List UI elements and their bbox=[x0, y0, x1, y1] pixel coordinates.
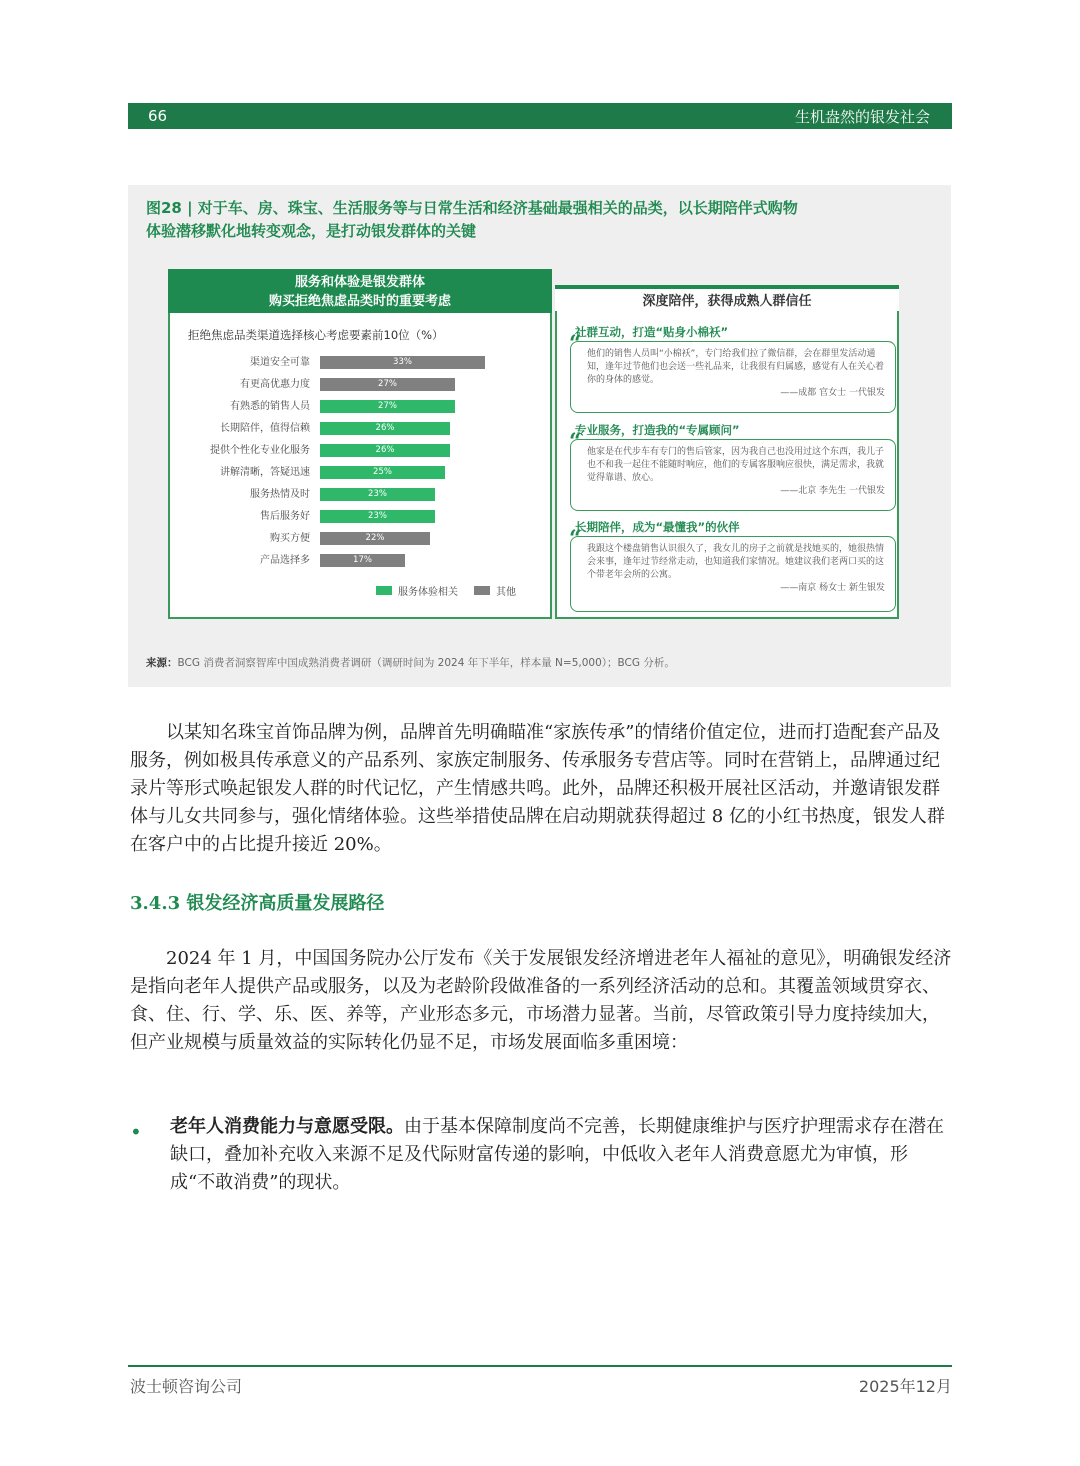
paragraph-1: 以某知名珠宝首饰品牌为例，品牌首先明确瞄准“家族传承”的情绪价值定位，进而打造配套产品及服务，例如极具传承意义的产品系列、家族定制服务、传承服务专营店等。同时在营销上，品牌通过纪录片等形式唤起银发人群的时代记忆，产生情感共鸣。此外，品牌还积极开展社区活动，并邀请银发群体与儿女共同参与，强化情绪体验。这些举措使品牌在启动期就获得超过 8 亿的小红书热度，银发人群在客户中的占比提升接近 20%。 bbox=[130, 722, 945, 855]
bar-row bbox=[128, 465, 548, 481]
bullet-icon: • bbox=[130, 1120, 142, 1144]
page-number: 66 bbox=[148, 107, 168, 125]
chart-legend bbox=[376, 583, 516, 598]
quote-text-1: 他们的销售人员叫“小棉袄”，专门给我们拉了微信群，会在群里发活动通知，逢年过节他们也会送一些礼品来，让我很有归属感，感觉有人在关心着你的身体的感觉。 bbox=[587, 349, 885, 385]
bar-category-label: 购买方便 bbox=[270, 533, 310, 544]
bar-row bbox=[128, 553, 548, 569]
running-title: 生机盎然的银发社会 bbox=[794, 107, 930, 126]
bar-row bbox=[128, 399, 548, 415]
bar: 26% bbox=[320, 422, 450, 435]
legend-label-other: 其他 bbox=[496, 587, 516, 598]
chart-panel-header: 服务和体验是银发群体 购买拒绝焦虑品类时的重要考虑 bbox=[168, 269, 552, 313]
section-heading: 3.4.3 银发经济高质量发展路径 bbox=[130, 893, 385, 914]
quote-icon: “ bbox=[569, 429, 582, 455]
bullet-text: 由于基本保障制度尚不完善，长期健康维护与医疗护理需求存在潜在缺口，叠加补充收入来源不足及代际财富传递的影响，中低收入老年人消费意愿尤为审慎，形成“不敢消费”的现状。 bbox=[170, 1116, 944, 1193]
quote-author-2: ——北京 李先生 一代银发 bbox=[780, 486, 885, 496]
bar-category-label: 提供个性化专业化服务 bbox=[210, 445, 310, 456]
bar-category-label: 讲解清晰，答疑迅速 bbox=[220, 467, 310, 478]
figure-title: 图28 | 对于车、房、珠宝、生活服务等与日常生活和经济基础最强相关的品类，以长期陪伴式购物 体验潜移默化地转变观念，是打动银发群体的关键 bbox=[146, 199, 798, 240]
footer-company: 波士顿咨询公司 bbox=[130, 1377, 243, 1396]
bar-category-label: 有更高优惠力度 bbox=[240, 379, 310, 390]
bar-row bbox=[128, 377, 548, 393]
bar: 23% bbox=[320, 510, 435, 523]
quote-text-2: 他家是在代步车有专门的售后管家，因为我自己也没用过这个东西，我儿子也不和我一起住不能随时响应，他们的专属客服响应很快，满足需求，我就觉得靠谱、放心。 bbox=[587, 447, 885, 483]
quote-icon: “ bbox=[569, 331, 582, 357]
footer-divider bbox=[128, 1365, 952, 1367]
bullet-bold: 老年人消费能力与意愿受限。 bbox=[170, 1116, 404, 1137]
bar: 27% bbox=[320, 400, 455, 413]
figure-28 bbox=[128, 185, 951, 687]
bar-category-label: 长期陪伴，值得信赖 bbox=[220, 423, 310, 434]
quote-title-2: 专业服务，打造我的“专属顾问” bbox=[575, 423, 740, 437]
bar-row bbox=[128, 443, 548, 459]
bar-category-label: 有熟悉的销售人员 bbox=[230, 401, 310, 412]
bar: 22% bbox=[320, 532, 430, 545]
legend-swatch-other bbox=[474, 586, 490, 595]
bar-row bbox=[128, 487, 548, 503]
bar: 27% bbox=[320, 378, 455, 391]
quote-title-1: 社群互动，打造“贴身小棉袄” bbox=[575, 325, 729, 339]
bar: 23% bbox=[320, 488, 435, 501]
bar: 17% bbox=[320, 554, 405, 567]
bar-category-label: 渠道安全可靠 bbox=[250, 357, 310, 368]
footer-date: 2025年12月 bbox=[858, 1377, 952, 1396]
bar-category-label: 服务热情及时 bbox=[250, 489, 310, 500]
quote-text-3: 我跟这个楼盘销售认识很久了，我女儿的房子之前就是找她买的，她很热情会来事，逢年过节经常走动，也知道我们家情况。她建议我们老两口买的这个带老年会所的公寓。 bbox=[587, 544, 885, 580]
bar-row bbox=[128, 509, 548, 525]
bullet-item bbox=[170, 1113, 952, 1197]
bar-category-label: 售后服务好 bbox=[260, 511, 310, 522]
quote-author-1: ——成都 官女士 一代银发 bbox=[780, 388, 885, 398]
bar: 25% bbox=[320, 466, 445, 479]
paragraph-2: 2024 年 1 月，中国国务院办公厅发布《关于发展银发经济增进老年人福祉的意见》，明确银发经济是指向老年人提供产品或服务，以及为老龄阶段做准备的一系列经济活动的总和。其覆盖领域贯穿衣、食、住、行、学、乐、医、养等，产业形态多元，市场潜力显著。当前，尽管政策引导力度持续加大，但产业规模与质量效益的实际转化仍显不足，市场发展面临多重困境： bbox=[130, 948, 952, 1053]
bar-row bbox=[128, 355, 548, 371]
quotes-panel-header: 深度陪伴，获得成熟人群信任 bbox=[555, 285, 899, 311]
chart-title: 拒绝焦虑品类渠道选择核心考虑要素前10位（%） bbox=[188, 328, 444, 342]
figure-source: 来源：BCG 消费者洞察智库中国成熟消费者调研（调研时间为 2024 年下半年，样本量 N=5,000）；BCG 分析。 bbox=[146, 657, 675, 669]
bar: 33% bbox=[320, 356, 485, 369]
bar-row bbox=[128, 421, 548, 437]
legend-swatch-service bbox=[376, 586, 392, 595]
bar-row bbox=[128, 531, 548, 547]
quote-icon: “ bbox=[569, 526, 582, 552]
page-header bbox=[128, 103, 952, 129]
quote-author-3: ——南京 杨女士 新生银发 bbox=[780, 583, 885, 593]
legend-label-service: 服务体验相关 bbox=[398, 587, 458, 598]
bar-category-label: 产品选择多 bbox=[260, 555, 310, 566]
bar: 26% bbox=[320, 444, 450, 457]
quote-title-3: 长期陪伴，成为“最懂我”的伙伴 bbox=[575, 520, 740, 534]
